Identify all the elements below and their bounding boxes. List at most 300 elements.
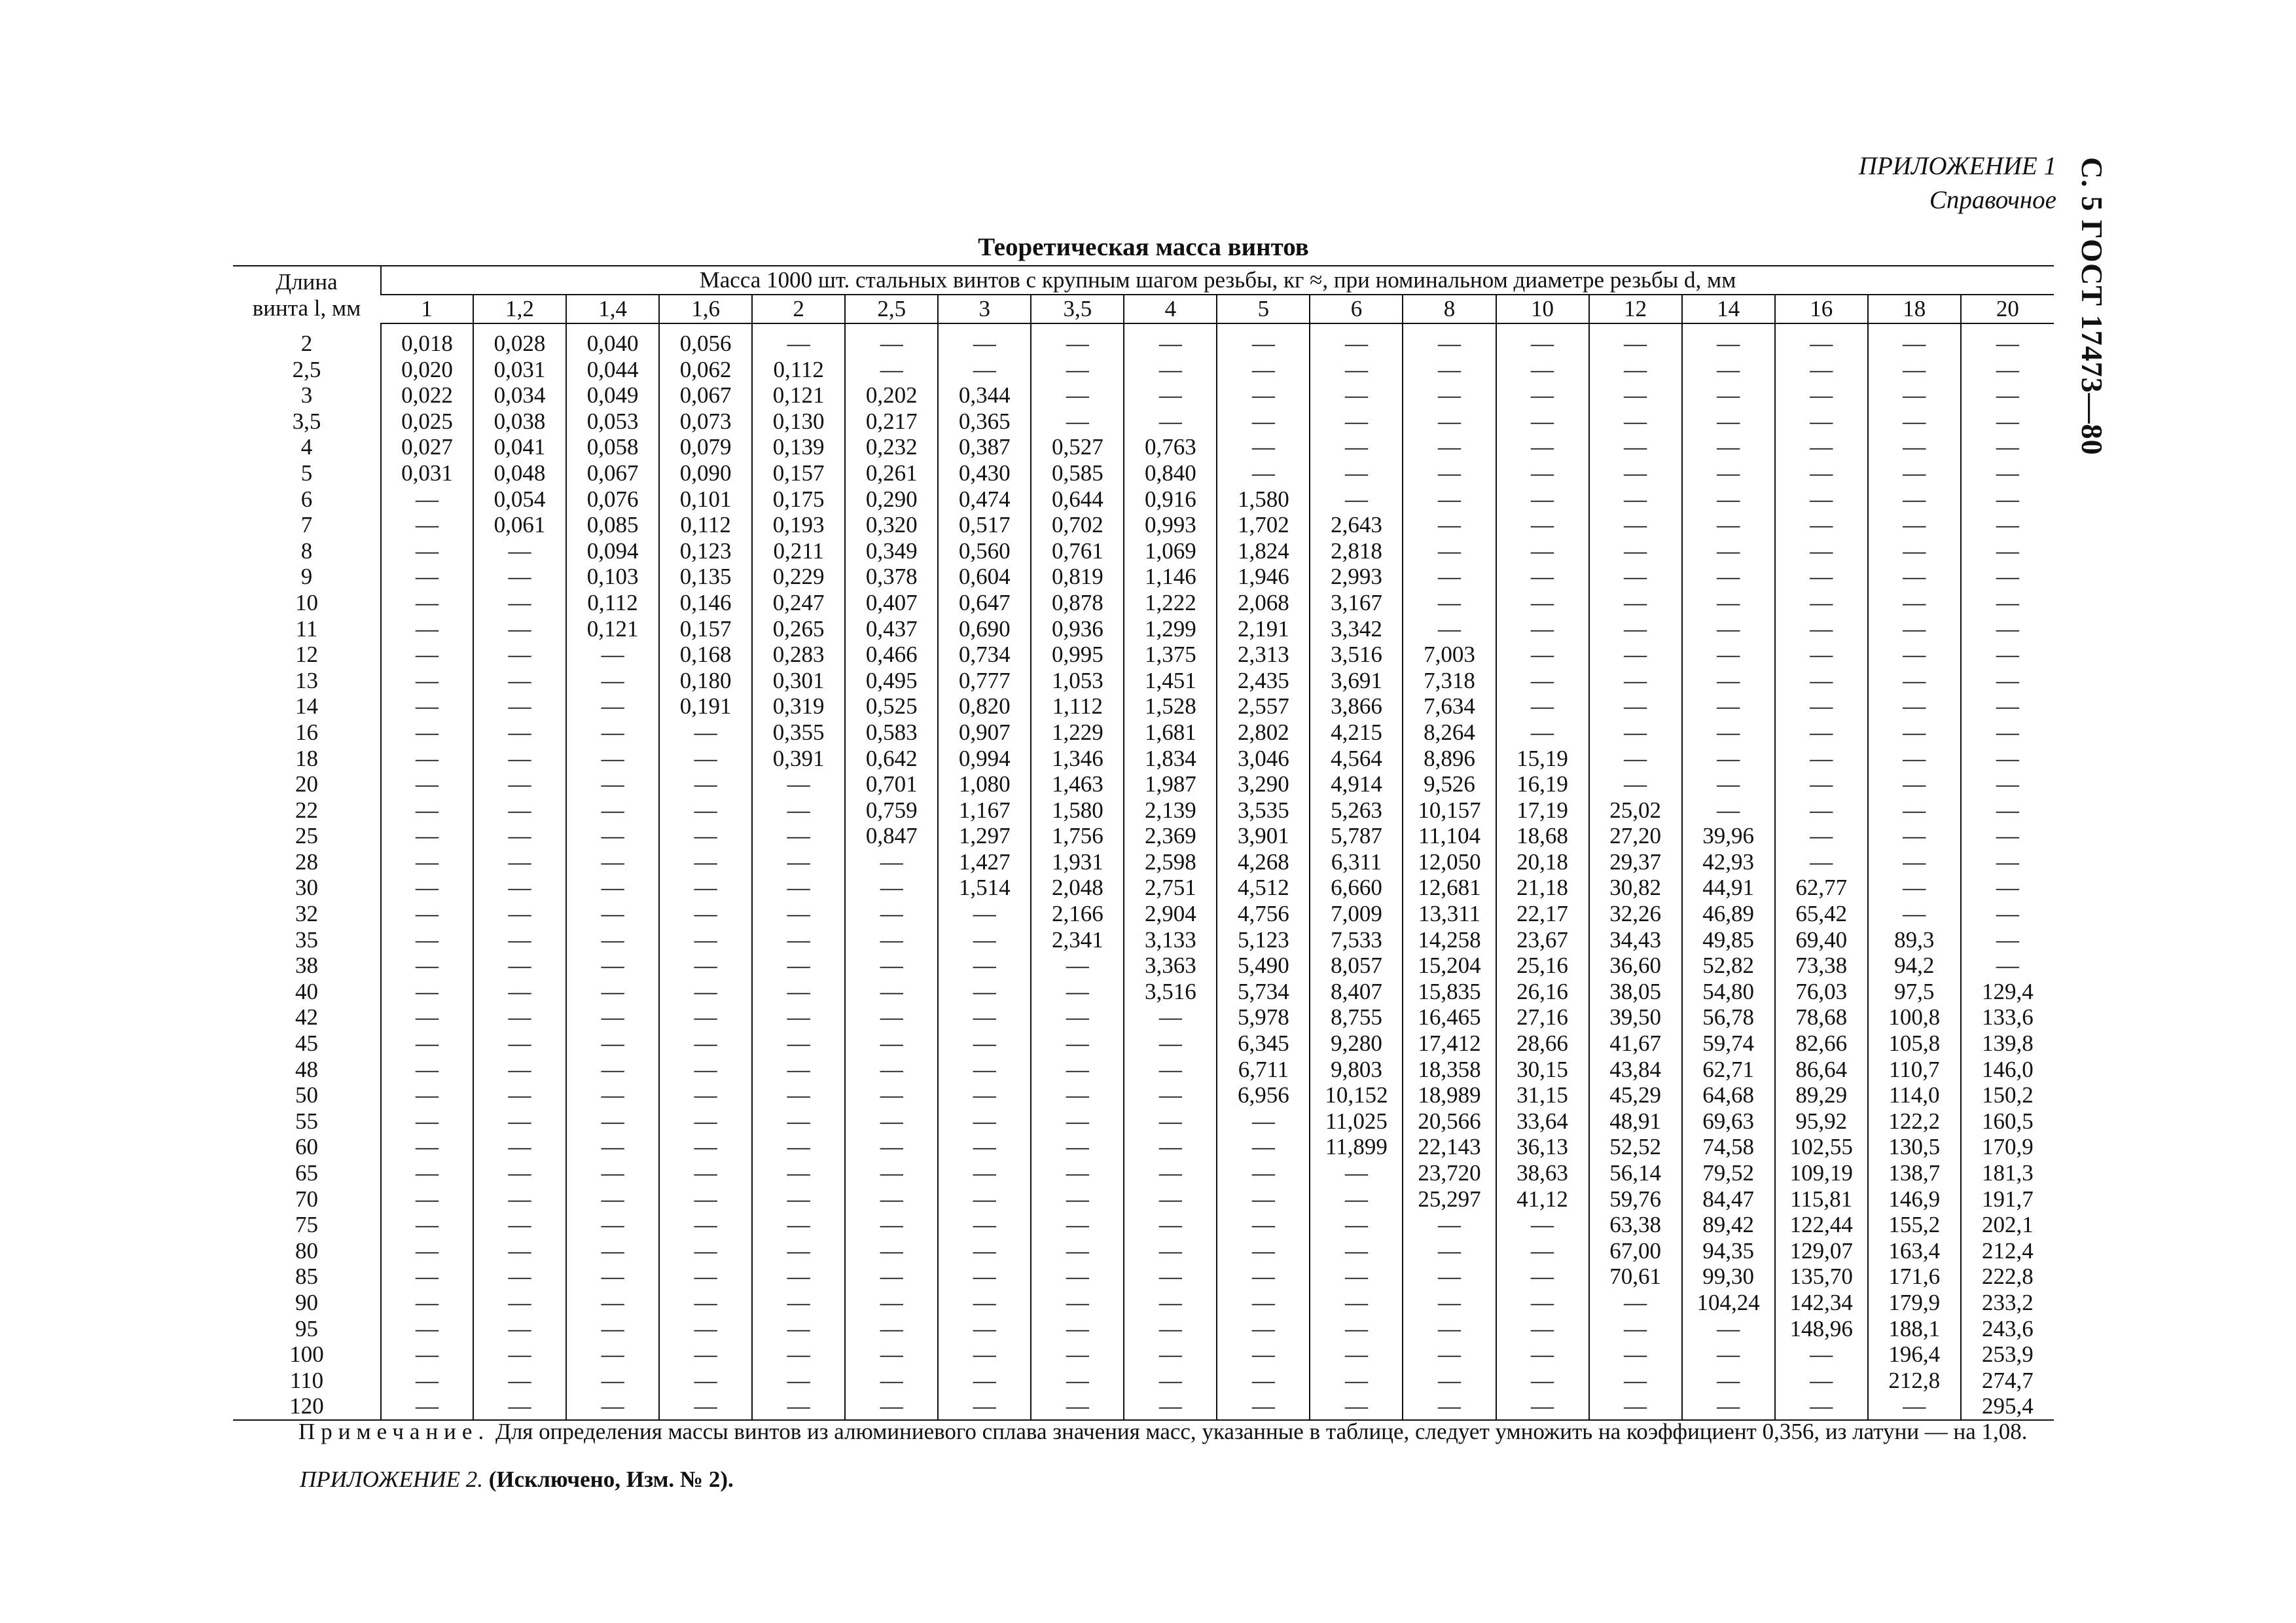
mass-cell: — (1310, 357, 1403, 383)
mass-cell: — (659, 1030, 752, 1057)
mass-cell: — (1496, 1238, 1589, 1264)
mass-cell: 78,68 (1775, 1004, 1868, 1030)
mass-cell: 34,43 (1589, 927, 1682, 953)
mass-cell: — (1775, 797, 1868, 824)
mass-cell: — (1310, 409, 1403, 435)
table-row (233, 357, 2054, 383)
mass-cell: — (1496, 512, 1589, 538)
mass-cell: 1,987 (1124, 771, 1217, 797)
table-row (233, 823, 2054, 849)
mass-cell: 0,319 (752, 693, 845, 720)
mass-cell: 0,112 (566, 590, 659, 616)
mass-cell: 2,802 (1217, 720, 1310, 746)
mass-cell: — (1682, 1393, 1775, 1420)
mass-cell: 0,048 (473, 460, 566, 486)
mass-cell: 5,734 (1217, 979, 1310, 1005)
mass-cell: — (659, 849, 752, 875)
mass-cell: 0,094 (566, 538, 659, 564)
mass-cell: 179,9 (1868, 1290, 1961, 1316)
mass-cell: — (381, 486, 473, 513)
mass-cell: — (1496, 720, 1589, 746)
mass-cell: 64,68 (1682, 1082, 1775, 1108)
mass-cell: 1,946 (1217, 564, 1310, 590)
mass-cell: — (381, 642, 473, 668)
mass-cell: — (752, 1186, 845, 1213)
mass-cell: 0,018 (381, 323, 473, 357)
mass-cell: 146,0 (1961, 1057, 2054, 1083)
mass-cell: — (566, 1160, 659, 1186)
mass-cell: 6,956 (1217, 1082, 1310, 1108)
mass-cell: 6,345 (1217, 1030, 1310, 1057)
mass-cell: — (1310, 323, 1403, 357)
table-note (233, 1419, 2054, 1444)
table-row (233, 1316, 2054, 1342)
mass-cell: — (473, 564, 566, 590)
mass-cell: — (1496, 357, 1589, 383)
mass-cell: — (1031, 357, 1124, 383)
mass-cell: 17,412 (1403, 1030, 1496, 1057)
mass-cell: — (1031, 1030, 1124, 1057)
mass-cell: — (1868, 875, 1961, 901)
mass-cell: 135,70 (1775, 1264, 1868, 1290)
mass-cell: 0,560 (938, 538, 1031, 564)
length-cell: 85 (295, 1264, 318, 1290)
mass-cell: — (1496, 382, 1589, 409)
mass-cell: — (1124, 1212, 1217, 1238)
mass-cell: 0,761 (1031, 538, 1124, 564)
mass-cell: 0,175 (752, 486, 845, 513)
mass-cell: — (566, 953, 659, 979)
mass-cell: 0,820 (938, 693, 1031, 720)
mass-cell: — (1775, 1393, 1868, 1420)
mass-cell: — (1124, 357, 1217, 383)
diameter-header: 1,2 (473, 295, 566, 323)
length-cell: 48 (295, 1056, 318, 1082)
mass-cell: 0,642 (845, 746, 938, 772)
mass-cell: 3,133 (1124, 927, 1217, 953)
mass-cell: — (1961, 323, 2054, 357)
mass-cell: 3,516 (1124, 979, 1217, 1005)
mass-cell: 0,157 (752, 460, 845, 486)
mass-cell: 12,681 (1403, 875, 1496, 901)
mass-cell: 1,112 (1031, 693, 1124, 720)
mass-cell: 39,96 (1682, 823, 1775, 849)
mass-cell: — (1217, 1160, 1310, 1186)
mass-cell: — (1682, 1341, 1775, 1368)
mass-cell: — (752, 849, 845, 875)
mass-cell: — (752, 979, 845, 1005)
mass-cell: 1,222 (1124, 590, 1217, 616)
mass-cell: — (938, 1393, 1031, 1420)
mass-cell: — (845, 927, 938, 953)
mass-cell: — (381, 1316, 473, 1342)
mass-cell: — (938, 1134, 1031, 1160)
mass-cell: — (1682, 434, 1775, 460)
mass-cell: 0,061 (473, 512, 566, 538)
mass-cell: — (381, 564, 473, 590)
mass-cell: — (659, 1368, 752, 1394)
mass-cell: 27,20 (1589, 823, 1682, 849)
appendix-heading (1859, 149, 2056, 217)
mass-cell: — (659, 1057, 752, 1083)
mass-cell: 1,756 (1031, 823, 1124, 849)
mass-cell: 4,512 (1217, 875, 1310, 901)
mass-cell: 0,121 (566, 616, 659, 642)
mass-cell: — (752, 953, 845, 979)
table-row (233, 693, 2054, 720)
mass-cell: 0,028 (473, 323, 566, 357)
mass-cell: — (1682, 720, 1775, 746)
mass-cell: — (659, 1082, 752, 1108)
mass-cell: — (1124, 1264, 1217, 1290)
mass-cell: — (845, 1108, 938, 1135)
mass-cell: 3,363 (1124, 953, 1217, 979)
mass-cell: — (938, 1290, 1031, 1316)
length-cell: 11 (295, 615, 318, 642)
mass-cell: — (752, 1004, 845, 1030)
diameter-header: 12 (1589, 295, 1682, 323)
length-cell: 90 (295, 1289, 318, 1315)
mass-cell: — (1589, 564, 1682, 590)
length-cell: 40 (295, 978, 318, 1004)
mass-cell: — (1961, 460, 2054, 486)
diameter-header: 18 (1868, 295, 1961, 323)
mass-cell: 0,085 (566, 512, 659, 538)
mass-cell: — (566, 1108, 659, 1135)
mass-cell: — (752, 875, 845, 901)
mass-cell: 3,167 (1310, 590, 1403, 616)
mass-cell: — (659, 1004, 752, 1030)
mass-cell: — (659, 1160, 752, 1186)
mass-cell: 0,180 (659, 668, 752, 694)
mass-cell: 7,009 (1310, 901, 1403, 927)
mass-cell: — (1217, 323, 1310, 357)
mass-cell: — (1775, 1341, 1868, 1368)
mass-cell: — (1868, 564, 1961, 590)
mass-cell: — (1496, 590, 1589, 616)
mass-cell: — (381, 1393, 473, 1420)
mass-cell: 2,313 (1217, 642, 1310, 668)
mass-cell: — (1589, 746, 1682, 772)
mass-cell: — (938, 1108, 1031, 1135)
mass-cell: 38,63 (1496, 1160, 1589, 1186)
mass-cell: 0,217 (845, 409, 938, 435)
table-row (233, 1290, 2054, 1316)
mass-cell: — (381, 1134, 473, 1160)
mass-cell: — (1589, 590, 1682, 616)
mass-cell: — (1775, 771, 1868, 797)
mass-cell: — (381, 1004, 473, 1030)
table-row (233, 1134, 2054, 1160)
mass-cell: — (1403, 1290, 1496, 1316)
mass-cell: — (1124, 1186, 1217, 1213)
mass-cell: 52,52 (1589, 1134, 1682, 1160)
mass-cell: — (381, 1212, 473, 1238)
mass-cell: — (1496, 1290, 1589, 1316)
mass-cell: — (938, 1004, 1031, 1030)
mass-cell: — (473, 616, 566, 642)
length-cell: 80 (295, 1237, 318, 1264)
mass-cell: 3,046 (1217, 746, 1310, 772)
mass-cell: — (1775, 538, 1868, 564)
mass-cell: — (381, 979, 473, 1005)
mass-cell: — (1496, 486, 1589, 513)
mass-cell: — (473, 797, 566, 824)
mass-cell: — (659, 1108, 752, 1135)
mass-cell: — (752, 927, 845, 953)
mass-cell: 16,465 (1403, 1004, 1496, 1030)
mass-cell: — (473, 1057, 566, 1083)
mass-cell: — (1961, 875, 2054, 901)
table-row (233, 953, 2054, 979)
mass-cell: — (1403, 1316, 1496, 1342)
mass-cell: — (566, 771, 659, 797)
mass-cell: 99,30 (1682, 1264, 1775, 1290)
mass-cell: 7,318 (1403, 668, 1496, 694)
mass-cell: — (381, 849, 473, 875)
mass-cell: — (1496, 1264, 1589, 1290)
length-cell: 7 (300, 512, 313, 538)
mass-cell: — (1031, 1212, 1124, 1238)
mass-cell: — (473, 927, 566, 953)
mass-cell: — (566, 720, 659, 746)
mass-cell: — (1961, 797, 2054, 824)
length-cell: 9 (300, 564, 313, 590)
mass-cell: 69,40 (1775, 927, 1868, 953)
mass-cell: — (381, 1057, 473, 1083)
mass-cell: 28,66 (1496, 1030, 1589, 1057)
mass-cell: — (1868, 668, 1961, 694)
mass-cell: 0,265 (752, 616, 845, 642)
mass-cell: 0,049 (566, 382, 659, 409)
mass-cell: — (752, 1160, 845, 1186)
mass-cell: — (1961, 823, 2054, 849)
mass-cell: — (1589, 720, 1682, 746)
mass-cell: — (1589, 693, 1682, 720)
mass-cell: 36,60 (1589, 953, 1682, 979)
mass-cell: — (473, 538, 566, 564)
mass-cell: 0,054 (473, 486, 566, 513)
table-row (233, 668, 2054, 694)
mass-cell: — (1682, 642, 1775, 668)
mass-cell: 56,78 (1682, 1004, 1775, 1030)
length-cell: 35 (295, 926, 318, 953)
table-row (233, 1030, 2054, 1057)
mass-cell: — (1031, 1108, 1124, 1135)
mass-cell: 114,0 (1868, 1082, 1961, 1108)
mass-cell: 0,247 (752, 590, 845, 616)
mass-cell: 0,994 (938, 746, 1031, 772)
mass-cell: — (659, 901, 752, 927)
table-row (233, 1264, 2054, 1290)
table-row (233, 1186, 2054, 1213)
mass-cell: — (1961, 693, 2054, 720)
mass-cell: — (566, 1082, 659, 1108)
mass-cell: — (566, 1368, 659, 1394)
mass-cell: — (1868, 357, 1961, 383)
mass-cell: 0,583 (845, 720, 938, 746)
mass-cell: — (845, 875, 938, 901)
mass-cell: 8,264 (1403, 720, 1496, 746)
mass-cell: 3,342 (1310, 616, 1403, 642)
mass-cell: — (1031, 1082, 1124, 1108)
mass-cell: — (1217, 1238, 1310, 1264)
mass-cell: 2,369 (1124, 823, 1217, 849)
table-row (233, 979, 2054, 1005)
mass-cell: 170,9 (1961, 1134, 2054, 1160)
mass-cell: 49,85 (1682, 927, 1775, 953)
mass-cell: — (752, 901, 845, 927)
mass-cell: — (1217, 1186, 1310, 1213)
mass-cell: — (1682, 409, 1775, 435)
mass-cell: 0,056 (659, 323, 752, 357)
mass-cell: 52,82 (1682, 953, 1775, 979)
mass-cell: — (659, 979, 752, 1005)
mass-cell: — (1031, 1316, 1124, 1342)
mass-cell: 102,55 (1775, 1134, 1868, 1160)
table-row (233, 927, 2054, 953)
mass-cell: 0,101 (659, 486, 752, 513)
mass-cell: — (1496, 1341, 1589, 1368)
mass-cell: — (473, 1134, 566, 1160)
table-row (233, 1057, 2054, 1083)
mass-cell: — (1589, 382, 1682, 409)
mass-cell: — (659, 1238, 752, 1264)
mass-cell: — (381, 1108, 473, 1135)
mass-cell: 0,993 (1124, 512, 1217, 538)
mass-cell: — (1310, 1368, 1403, 1394)
mass-cell: — (752, 1082, 845, 1108)
mass-cell: 84,47 (1682, 1186, 1775, 1213)
appendix-subtitle: Справочное (1929, 186, 2056, 214)
mass-cell: — (1124, 1341, 1217, 1368)
mass-cell: — (1682, 486, 1775, 513)
diameter-header: 16 (1775, 295, 1868, 323)
mass-cell: — (938, 1368, 1031, 1394)
mass-cell: — (1775, 434, 1868, 460)
mass-cell: 4,914 (1310, 771, 1403, 797)
mass-cell: — (938, 1186, 1031, 1213)
table-row (233, 538, 2054, 564)
mass-cell: 0,840 (1124, 460, 1217, 486)
length-cell: 22 (295, 797, 318, 823)
mass-cell: — (473, 1393, 566, 1420)
mass-cell: — (659, 746, 752, 772)
table-row (233, 1108, 2054, 1135)
mass-cell: 5,490 (1217, 953, 1310, 979)
mass-cell: — (473, 1160, 566, 1186)
mass-cell: 222,8 (1961, 1264, 2054, 1290)
mass-cell: 2,751 (1124, 875, 1217, 901)
mass-cell: — (473, 1004, 566, 1030)
mass-cell: — (938, 1160, 1031, 1186)
mass-cell: — (752, 823, 845, 849)
mass-cell: — (1868, 616, 1961, 642)
mass-cell: 41,12 (1496, 1186, 1589, 1213)
mass-cell: — (752, 1030, 845, 1057)
mass-cell: 0,995 (1031, 642, 1124, 668)
mass-cell: 2,818 (1310, 538, 1403, 564)
note-label: Примечание. (298, 1419, 490, 1444)
mass-cell: — (1589, 1316, 1682, 1342)
mass-cell: — (473, 1030, 566, 1057)
table-row (233, 434, 2054, 460)
mass-cell: — (938, 901, 1031, 927)
mass-cell: 2,557 (1217, 693, 1310, 720)
mass-cell: — (473, 668, 566, 694)
mass-cell: — (1682, 564, 1775, 590)
mass-cell: 1,681 (1124, 720, 1217, 746)
mass-cell: 5,978 (1217, 1004, 1310, 1030)
table-row (233, 382, 2054, 409)
mass-cell: 0,112 (659, 512, 752, 538)
mass-cell: — (1961, 409, 2054, 435)
mass-cell: 129,4 (1961, 979, 2054, 1005)
mass-cell: 67,00 (1589, 1238, 1682, 1264)
mass-cell: — (1031, 1186, 1124, 1213)
mass-cell: 133,6 (1961, 1004, 2054, 1030)
mass-cell: — (659, 823, 752, 849)
mass-cell: 0,044 (566, 357, 659, 383)
mass-cell: 0,135 (659, 564, 752, 590)
table-row (233, 460, 2054, 486)
mass-cell: — (1775, 486, 1868, 513)
mass-cell: 0,034 (473, 382, 566, 409)
mass-cell: 3,290 (1217, 771, 1310, 797)
mass-cell: 105,8 (1868, 1030, 1961, 1057)
mass-cell: 0,916 (1124, 486, 1217, 513)
length-cell: 60 (295, 1134, 318, 1160)
mass-cell: 22,143 (1403, 1134, 1496, 1160)
mass-cell: — (566, 1004, 659, 1030)
diameter-header: 10 (1496, 295, 1589, 323)
mass-cell: — (752, 771, 845, 797)
length-cell: 50 (295, 1082, 318, 1108)
length-cell: 2 (300, 330, 313, 356)
mass-cell: — (1031, 1264, 1124, 1290)
mass-cell: — (1868, 538, 1961, 564)
mass-cell: — (1682, 746, 1775, 772)
mass-cell: — (1868, 1393, 1961, 1420)
mass-cell: 59,74 (1682, 1030, 1775, 1057)
mass-cell: — (1310, 434, 1403, 460)
mass-cell: — (473, 1082, 566, 1108)
mass-cell: — (1031, 1341, 1124, 1368)
table-row (233, 1393, 2054, 1420)
mass-cell: — (566, 1238, 659, 1264)
mass-cell: 0,193 (752, 512, 845, 538)
mass-cell: 39,50 (1589, 1004, 1682, 1030)
mass-cell: — (1031, 1134, 1124, 1160)
mass-cell: — (473, 1368, 566, 1394)
mass-cell: — (1403, 486, 1496, 513)
mass-cell: — (473, 1264, 566, 1290)
mass-cell: 2,166 (1031, 901, 1124, 927)
mass-cell: — (566, 927, 659, 953)
mass-cell: 142,34 (1775, 1290, 1868, 1316)
mass-cell: 1,463 (1031, 771, 1124, 797)
mass-cell: 0,517 (938, 512, 1031, 538)
mass-cell: 1,580 (1031, 797, 1124, 824)
mass-cell: — (1403, 512, 1496, 538)
mass-cell: — (381, 771, 473, 797)
mass-cell: 2,048 (1031, 875, 1124, 901)
mass-cell: — (566, 823, 659, 849)
mass-cell: — (845, 323, 938, 357)
mass-cell: — (381, 590, 473, 616)
mass-cell: 0,525 (845, 693, 938, 720)
mass-cell: 2,068 (1217, 590, 1310, 616)
